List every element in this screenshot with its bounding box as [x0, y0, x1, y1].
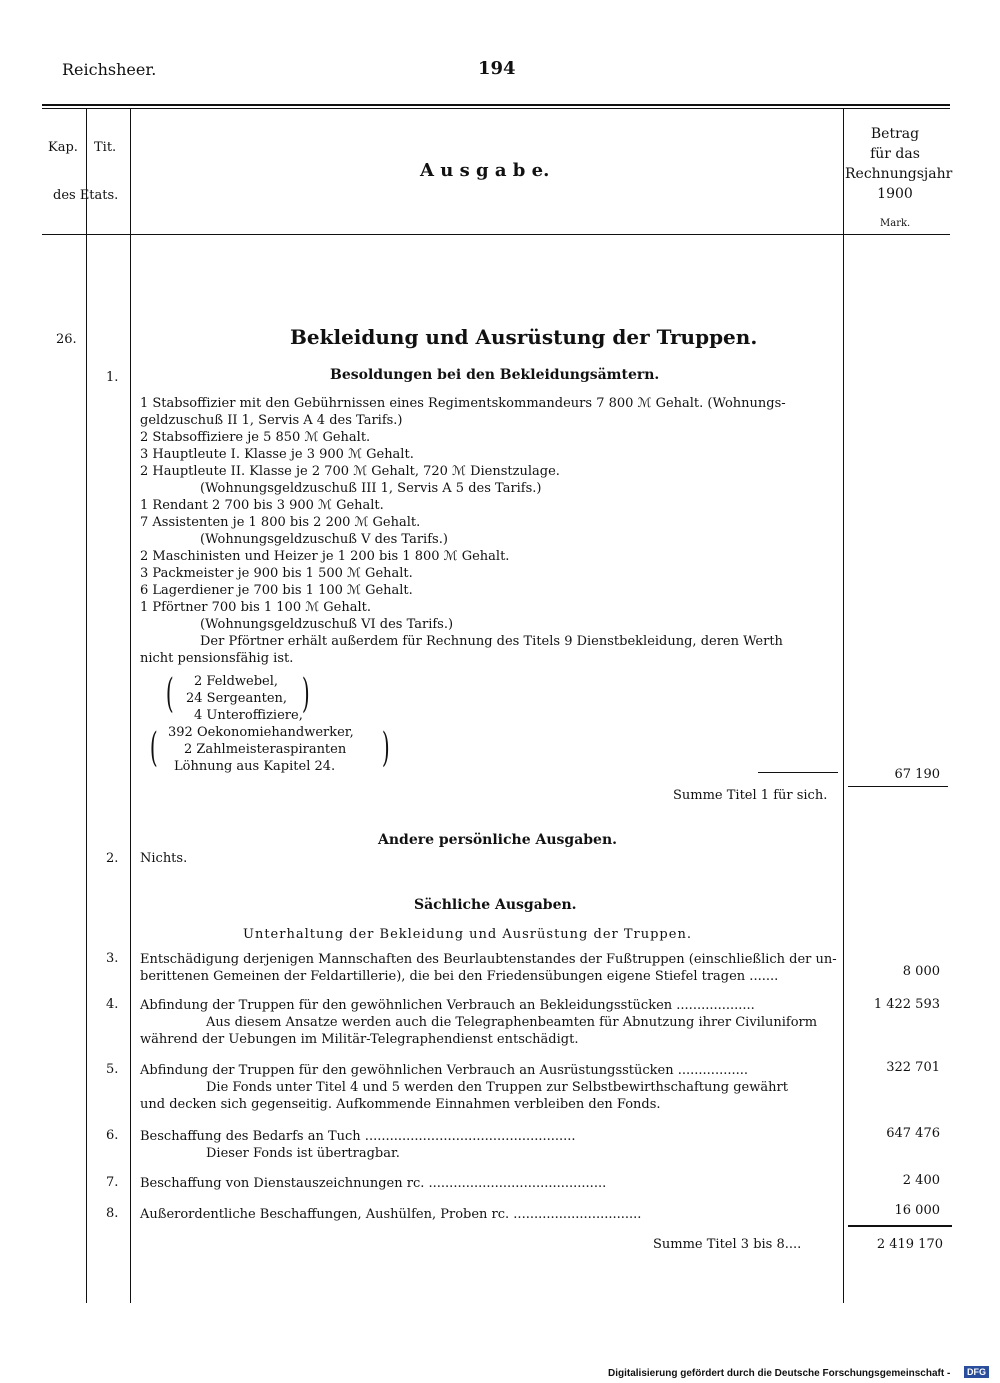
salary-line: geldzuschuß II 1, Servis A 4 des Tarifs.) — [140, 413, 403, 428]
bracket-text: 392 Oekonomiehandwerker, — [168, 725, 354, 740]
digitization-note: Digitalisierung gefördert durch die Deutsche Forschungsgemeinschaft - — [608, 1368, 951, 1379]
salary-line: 1 Stabsoffizier mit den Gebührnissen eines Regimentskommandeurs 7 800 ℳ Gehalt. (Wohnungs- — [140, 396, 786, 411]
item-line: Dieser Fonds ist übertragbar. — [206, 1146, 400, 1161]
salary-line: (Wohnungsgeldzuschuß VI des Tarifs.) — [200, 617, 454, 632]
item-line: Aus diesem Ansatze werden auch die Telegraphenbeamten für Abnutzung ihrer Civiluniform — [206, 1015, 818, 1030]
subtotal-rule — [758, 772, 838, 773]
bracket-line — [186, 707, 303, 724]
bracket-line — [168, 724, 354, 741]
title-heading: Besoldungen bei den Bekleidungsämtern. — [330, 367, 660, 383]
title2-text: Nichts. — [140, 851, 188, 866]
item-amount: 1 422 593 — [873, 997, 940, 1012]
title-number: 2. — [106, 851, 119, 866]
salary-line: 2 Stabsoffiziere je 5 850 ℳ Gehalt. — [140, 430, 371, 445]
item-amount: 8 000 — [902, 964, 940, 979]
title1-sum-label: Summe Titel 1 für sich. — [673, 788, 828, 803]
item-line: während der Uebungen im Militär-Telegraphendienst entschädigt. — [140, 1032, 579, 1047]
material-subheading: Unterhaltung der Bekleidung und Ausrüstung der Truppen. — [243, 927, 692, 942]
title1-salary-list — [140, 395, 840, 667]
title-number: 8. — [106, 1206, 119, 1221]
salary-line: 1 Pförtner 700 bis 1 100 ℳ Gehalt. — [140, 600, 371, 615]
head-amount — [845, 124, 953, 204]
item-line: Beschaffung von Dienstauszeichnungen rc. ........................................... — [140, 1176, 607, 1191]
item-line: Beschaffung des Bedarfs an Tuch ................................................... — [140, 1129, 576, 1144]
salary-line: 1 Rendant 2 700 bis 3 900 ℳ Gehalt. — [140, 498, 384, 513]
item-line: Außerordentliche Beschaffungen, Aushülfen, Proben rc. ............................... — [140, 1207, 642, 1222]
running-head: Reichsheer. — [62, 60, 157, 79]
column-rule-kap — [86, 108, 87, 1303]
bracket-line — [186, 690, 287, 707]
head-amount-line: Rechnungsjahr — [845, 166, 953, 182]
item-line: Abfindung der Truppen für den gewöhnlichen Verbrauch an Ausrüstungsstücken ................. — [140, 1063, 748, 1078]
salary-line: (Wohnungsgeldzuschuß III 1, Servis A 5 des Tarifs.) — [200, 481, 542, 496]
head-amount-line: 1900 — [877, 186, 913, 202]
salary-line: (Wohnungsgeldzuschuß V des Tarifs.) — [200, 532, 448, 547]
table-head-rule — [42, 234, 950, 235]
note-line: Der Pförtner erhält außerdem für Rechnung des Titels 9 Dienstbekleidung, deren Werth — [200, 634, 783, 649]
head-unit: Mark. — [880, 218, 911, 229]
salary-line: 7 Assistenten je 1 800 bis 2 200 ℳ Gehalt. — [140, 515, 421, 530]
bracket-text: 24 Sergeanten, — [186, 691, 288, 706]
item-text — [140, 1128, 576, 1162]
bracket-text: 2 Zahlmeisteraspiranten — [184, 742, 347, 757]
item-line: und decken sich gegenseitig. Aufkommende Einnahmen verbleiben den Fonds. — [140, 1097, 661, 1112]
total-amount: 2 419 170 — [876, 1237, 943, 1252]
head-amount-line: Betrag — [870, 126, 920, 142]
title-number: 4. — [106, 997, 119, 1012]
item-amount: 647 476 — [886, 1126, 940, 1141]
item-text — [140, 997, 817, 1048]
head-title: A u s g a b e. — [420, 160, 550, 181]
salary-line: 6 Lagerdiener je 700 bis 1 100 ℳ Gehalt. — [140, 583, 413, 598]
bracket-text: Löhnung aus Kapitel 24. — [174, 759, 336, 774]
item-line: Entschädigung derjenigen Mannschaften des Beurlaubtenstandes der Fußtruppen (einschließlich der un- — [140, 952, 837, 967]
bracket-line — [186, 673, 278, 690]
title1-amount: 67 190 — [894, 767, 940, 782]
amount-rule — [848, 786, 948, 787]
kap-number: 26. — [56, 332, 77, 347]
dfg-logo: DFG — [964, 1366, 989, 1378]
salary-line: 3 Hauptleute I. Klasse je 3 900 ℳ Gehalt. — [140, 447, 414, 462]
table-top-rule — [42, 104, 950, 106]
bracket-text: 2 Feldwebel, — [194, 674, 279, 689]
bracket-text: 4 Unteroffiziere, — [194, 708, 303, 723]
section-heading: Bekleidung und Ausrüstung der Truppen. — [290, 325, 758, 349]
salary-line: 3 Packmeister je 900 bis 1 500 ℳ Gehalt. — [140, 566, 413, 581]
bracket-line — [168, 758, 335, 775]
item-line: Abfindung der Truppen für den gewöhnlichen Verbrauch an Bekleidungsstücken ................... — [140, 998, 755, 1013]
bracket-close-inner: ) — [301, 671, 310, 717]
note-line: nicht pensionsfähig ist. — [140, 651, 294, 666]
title-number: 6. — [106, 1128, 119, 1143]
title-number: 1. — [106, 370, 119, 385]
total-rule — [848, 1225, 952, 1227]
item-amount: 2 400 — [902, 1173, 940, 1188]
item-text — [140, 1175, 606, 1192]
head-kap: Kap. — [48, 140, 78, 155]
item-text — [140, 951, 837, 985]
head-amount-line: für das — [870, 146, 920, 162]
item-amount: 16 000 — [894, 1203, 940, 1218]
bracket-open-inner: ( — [165, 671, 174, 717]
title-number: 3. — [106, 951, 119, 966]
bracket-line — [168, 741, 346, 758]
bracket-close-outer: ) — [381, 725, 390, 771]
item-line: Die Fonds unter Titel 4 und 5 werden den Truppen zur Selbstbewirthschaftung gewährt — [206, 1080, 788, 1095]
head-tit: Tit. — [94, 140, 117, 155]
table-top-rule-thin — [42, 108, 950, 109]
item-line: berittenen Gemeinen der Feldartillerie), die bei den Friedensübungen eigene Stiefel tragen ....... — [140, 969, 779, 984]
column-rule-tit — [130, 108, 131, 1303]
bracket-open-outer: ( — [149, 725, 158, 771]
salary-line: 2 Hauptleute II. Klasse je 2 700 ℳ Gehalt, 720 ℳ Dienstzulage. — [140, 464, 560, 479]
page-number: 194 — [478, 58, 516, 79]
item-text — [140, 1206, 641, 1223]
material-heading: Sächliche Ausgaben. — [414, 897, 577, 913]
title-number: 7. — [106, 1175, 119, 1190]
column-rule-amount — [843, 108, 844, 1303]
head-des-etats: des Etats. — [53, 188, 119, 203]
item-amount: 322 701 — [886, 1060, 940, 1075]
salary-line: 2 Maschinisten und Heizer je 1 200 bis 1 800 ℳ Gehalt. — [140, 549, 510, 564]
title-number: 5. — [106, 1062, 119, 1077]
total-label: Summe Titel 3 bis 8.... — [653, 1237, 802, 1252]
item-text — [140, 1062, 788, 1113]
title2-heading: Andere persönliche Ausgaben. — [378, 832, 618, 848]
